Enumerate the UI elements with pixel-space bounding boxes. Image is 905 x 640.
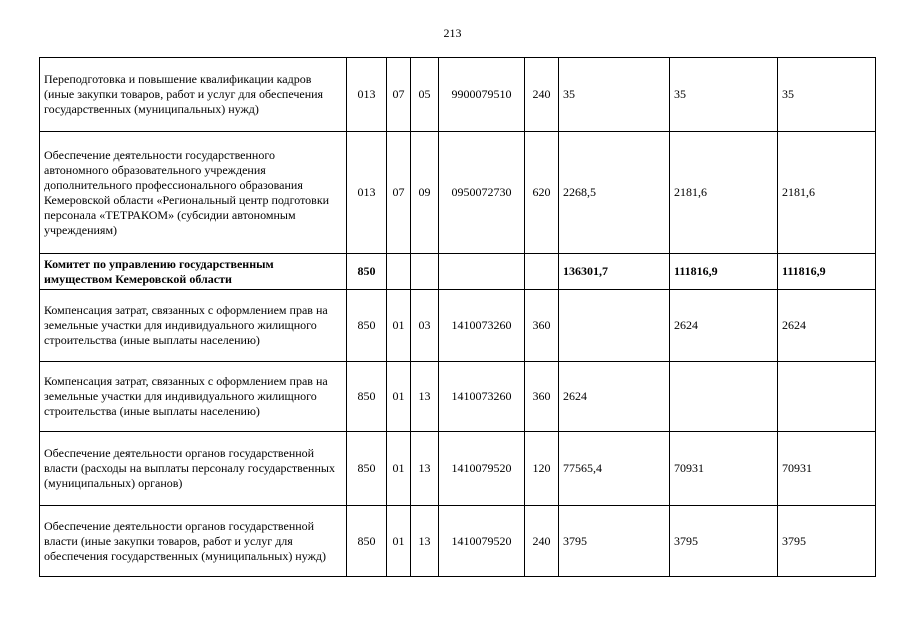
ministry-code: 850 [347, 432, 387, 506]
table-row [40, 58, 876, 132]
section-code: 01 [387, 432, 411, 506]
table-row [40, 362, 876, 432]
amount-year-2: 35 [670, 58, 778, 132]
row-name: Компенсация затрат, связанных с оформлением прав на земельные участки для индивидуального жилищного строительства (иные выплаты населению) [40, 362, 347, 432]
table-row [40, 432, 876, 506]
subsection-code: 05 [411, 58, 439, 132]
section-code: 01 [387, 290, 411, 362]
budget-table [39, 57, 876, 577]
amount-year-2: 3795 [670, 506, 778, 577]
section-code: 07 [387, 132, 411, 254]
ministry-code: 850 [347, 362, 387, 432]
ministry-code: 013 [347, 132, 387, 254]
expense-type-code [525, 254, 559, 290]
ministry-code: 850 [347, 254, 387, 290]
row-name: Обеспечение деятельности органов государственной власти (расходы на выплаты персоналу государственных (муниципальных) органов) [40, 432, 347, 506]
subsection-code: 13 [411, 506, 439, 577]
amount-year-2 [670, 362, 778, 432]
target-article-code [439, 254, 525, 290]
expense-type-code: 240 [525, 506, 559, 577]
amount-year-2: 111816,9 [670, 254, 778, 290]
subsection-code: 03 [411, 290, 439, 362]
amount-year-2: 70931 [670, 432, 778, 506]
amount-year-1: 2624 [559, 362, 670, 432]
row-name: Комитет по управлению государственным имуществом Кемеровской области [40, 254, 347, 290]
section-code: 01 [387, 506, 411, 577]
amount-year-2: 2181,6 [670, 132, 778, 254]
amount-year-3: 2624 [778, 290, 876, 362]
target-article-code: 1410079520 [439, 506, 525, 577]
row-name: Переподготовка и повышение квалификации кадров (иные закупки товаров, работ и услуг для обеспечения государственных (муниципальных) нужд) [40, 58, 347, 132]
expense-type-code: 360 [525, 362, 559, 432]
amount-year-3: 70931 [778, 432, 876, 506]
section-code [387, 254, 411, 290]
amount-year-3: 35 [778, 58, 876, 132]
table-row [40, 290, 876, 362]
target-article-code: 1410073260 [439, 362, 525, 432]
expense-type-code: 620 [525, 132, 559, 254]
section-code: 01 [387, 362, 411, 432]
row-name: Обеспечение деятельности органов государственной власти (иные закупки товаров, работ и услуг для обеспечения государственных (муниципальных) нужд) [40, 506, 347, 577]
amount-year-1: 136301,7 [559, 254, 670, 290]
row-name: Компенсация затрат, связанных с оформлением прав на земельные участки для индивидуального жилищного строительства (иные выплаты населению) [40, 290, 347, 362]
amount-year-2: 2624 [670, 290, 778, 362]
amount-year-1 [559, 290, 670, 362]
expense-type-code: 120 [525, 432, 559, 506]
row-name: Обеспечение деятельности государственного автономного образовательного учреждения дополнительного профессионального образования Кемеровской области «Региональный центр подготовки персонала «ТЕТРАКОМ» (субсидии автономным учреждениям) [40, 132, 347, 254]
amount-year-1: 35 [559, 58, 670, 132]
table-row [40, 132, 876, 254]
table-row [40, 506, 876, 577]
target-article-code: 1410073260 [439, 290, 525, 362]
subsection-code: 13 [411, 432, 439, 506]
table-body [40, 58, 876, 577]
ministry-code: 850 [347, 506, 387, 577]
target-article-code: 9900079510 [439, 58, 525, 132]
table-row-total [40, 254, 876, 290]
target-article-code: 0950072730 [439, 132, 525, 254]
subsection-code [411, 254, 439, 290]
expense-type-code: 360 [525, 290, 559, 362]
amount-year-3 [778, 362, 876, 432]
amount-year-3: 3795 [778, 506, 876, 577]
target-article-code: 1410079520 [439, 432, 525, 506]
amount-year-1: 3795 [559, 506, 670, 577]
section-code: 07 [387, 58, 411, 132]
amount-year-3: 111816,9 [778, 254, 876, 290]
expense-type-code: 240 [525, 58, 559, 132]
subsection-code: 09 [411, 132, 439, 254]
amount-year-1: 77565,4 [559, 432, 670, 506]
amount-year-1: 2268,5 [559, 132, 670, 254]
amount-year-3: 2181,6 [778, 132, 876, 254]
ministry-code: 850 [347, 290, 387, 362]
ministry-code: 013 [347, 58, 387, 132]
page-number: 213 [443, 26, 462, 40]
subsection-code: 13 [411, 362, 439, 432]
